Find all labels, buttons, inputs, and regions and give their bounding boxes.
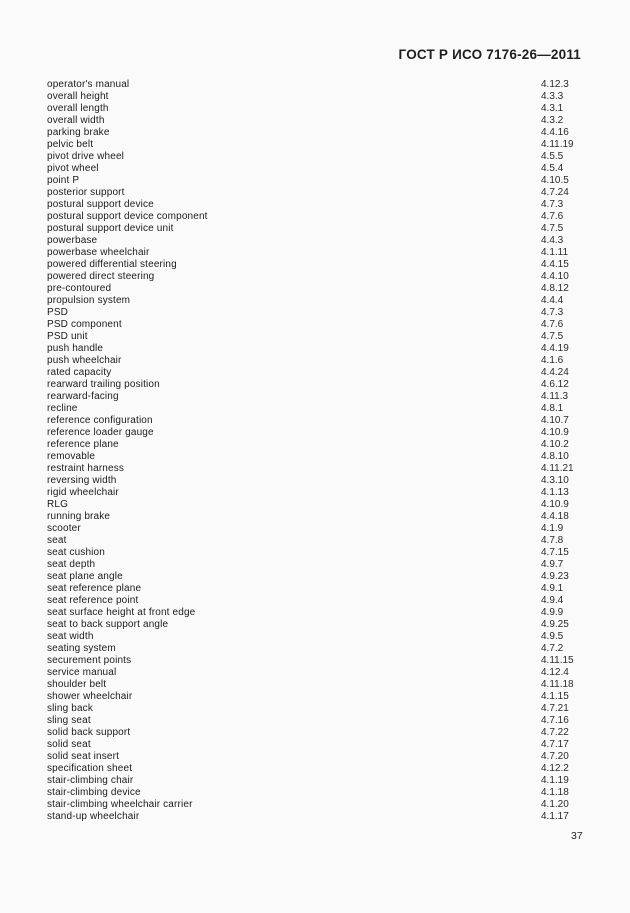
index-clause-ref: 4.5.4 bbox=[541, 163, 564, 174]
index-clause-ref: 4.7.22 bbox=[541, 727, 569, 738]
index-term: powered direct steering bbox=[47, 271, 155, 282]
index-entry bbox=[47, 295, 607, 307]
index-clause-ref: 4.3.3 bbox=[541, 91, 564, 102]
index-entry bbox=[47, 523, 607, 535]
index-term: solid back support bbox=[47, 727, 131, 738]
index-term: seat plane angle bbox=[47, 571, 123, 582]
index-entry bbox=[47, 139, 607, 151]
index-entry bbox=[47, 499, 607, 511]
index-entry bbox=[47, 775, 607, 787]
index-clause-ref: 4.1.11 bbox=[541, 247, 569, 258]
index-entry bbox=[47, 787, 607, 799]
index-entry bbox=[47, 619, 607, 631]
index-term: reversing width bbox=[47, 475, 117, 486]
index-term: PSD component bbox=[47, 319, 122, 330]
index-term: postural support device unit bbox=[47, 223, 174, 234]
index-clause-ref: 4.8.1 bbox=[541, 403, 564, 414]
index-clause-ref: 4.10.9 bbox=[541, 427, 569, 438]
index-entry bbox=[47, 271, 607, 283]
index-entry bbox=[47, 607, 607, 619]
index-entry bbox=[47, 403, 607, 415]
index-clause-ref: 4.8.12 bbox=[541, 283, 569, 294]
index-clause-ref: 4.4.10 bbox=[541, 271, 569, 282]
index-term: reference loader gauge bbox=[47, 427, 154, 438]
index-entry bbox=[47, 451, 607, 463]
index-term: push handle bbox=[47, 343, 104, 354]
index-entry bbox=[47, 643, 607, 655]
index-term: restraint harness bbox=[47, 463, 125, 474]
index-entry bbox=[47, 739, 607, 751]
index-clause-ref: 4.9.4 bbox=[541, 595, 564, 606]
index-clause-ref: 4.3.1 bbox=[541, 103, 564, 114]
index-entry bbox=[47, 751, 607, 763]
page-number: 37 bbox=[571, 830, 583, 842]
index-term: reference plane bbox=[47, 439, 119, 450]
index-entry bbox=[47, 439, 607, 451]
index-clause-ref: 4.9.23 bbox=[541, 571, 569, 582]
index-term: solid seat insert bbox=[47, 751, 120, 762]
index-clause-ref: 4.7.17 bbox=[541, 739, 569, 750]
index-entry bbox=[47, 559, 607, 571]
index-clause-ref: 4.4.18 bbox=[541, 511, 569, 522]
index-entry bbox=[47, 355, 607, 367]
index-clause-ref: 4.6.12 bbox=[541, 379, 569, 390]
index-entry bbox=[47, 463, 607, 475]
index-clause-ref: 4.11.19 bbox=[541, 139, 574, 150]
index-term: service manual bbox=[47, 667, 117, 678]
index-clause-ref: 4.1.20 bbox=[541, 799, 569, 810]
index-clause-ref: 4.10.2 bbox=[541, 439, 569, 450]
index-entry bbox=[47, 715, 607, 727]
index-entry bbox=[47, 535, 607, 547]
index-entry bbox=[47, 475, 607, 487]
index-entry bbox=[47, 727, 607, 739]
index-clause-ref: 4.1.13 bbox=[541, 487, 569, 498]
index-entry bbox=[47, 379, 607, 391]
index-term: shower wheelchair bbox=[47, 691, 133, 702]
index-entry bbox=[47, 511, 607, 523]
index-term: sling seat bbox=[47, 715, 91, 726]
index-term: pre-contoured bbox=[47, 283, 112, 294]
index-entry bbox=[47, 367, 607, 379]
index-entry bbox=[47, 667, 607, 679]
index-clause-ref: 4.7.8 bbox=[541, 535, 564, 546]
index-clause-ref: 4.7.2 bbox=[541, 643, 564, 654]
index-term: specification sheet bbox=[47, 763, 133, 774]
index-entry bbox=[47, 319, 607, 331]
index-entry bbox=[47, 811, 607, 823]
index-term: running brake bbox=[47, 511, 111, 522]
index-clause-ref: 4.12.4 bbox=[541, 667, 569, 678]
index-term: pivot wheel bbox=[47, 163, 99, 174]
index-clause-ref: 4.1.19 bbox=[541, 775, 569, 786]
index-clause-ref: 4.4.19 bbox=[541, 343, 569, 354]
index-term: shoulder belt bbox=[47, 679, 107, 690]
index-entry bbox=[47, 307, 607, 319]
index-entry bbox=[47, 163, 607, 175]
index-entry bbox=[47, 487, 607, 499]
index-entry bbox=[47, 175, 607, 187]
index-clause-ref: 4.3.2 bbox=[541, 115, 564, 126]
standard-code-header: ГОСТ Р ИСО 7176-26—2011 bbox=[398, 47, 581, 62]
index-clause-ref: 4.1.15 bbox=[541, 691, 569, 702]
index-entry bbox=[47, 259, 607, 271]
index-term: seat width bbox=[47, 631, 94, 642]
index-term: stair-climbing wheelchair carrier bbox=[47, 799, 193, 810]
index-term: seat bbox=[47, 535, 67, 546]
index-clause-ref: 4.9.7 bbox=[541, 559, 564, 570]
index-entry bbox=[47, 91, 607, 103]
index-entry bbox=[47, 583, 607, 595]
index-entry bbox=[47, 547, 607, 559]
index-term: powerbase wheelchair bbox=[47, 247, 150, 258]
index-entry bbox=[47, 127, 607, 139]
index-clause-ref: 4.11.15 bbox=[541, 655, 574, 666]
index-term: seat reference point bbox=[47, 595, 139, 606]
index-entry bbox=[47, 247, 607, 259]
index-term: seat to back support angle bbox=[47, 619, 169, 630]
index-term: PSD bbox=[47, 307, 69, 318]
alphabetical-term-index bbox=[47, 79, 607, 823]
index-clause-ref: 4.10.7 bbox=[541, 415, 569, 426]
index-entry bbox=[47, 343, 607, 355]
index-term: stair-climbing chair bbox=[47, 775, 134, 786]
index-term: stair-climbing device bbox=[47, 787, 141, 798]
index-clause-ref: 4.7.24 bbox=[541, 187, 569, 198]
index-clause-ref: 4.7.5 bbox=[541, 331, 564, 342]
index-clause-ref: 4.10.5 bbox=[541, 175, 569, 186]
index-term: rearward-facing bbox=[47, 391, 119, 402]
index-term: postural support device component bbox=[47, 211, 208, 222]
index-term: RLG bbox=[47, 499, 69, 510]
index-term: overall width bbox=[47, 115, 105, 126]
index-entry bbox=[47, 703, 607, 715]
index-clause-ref: 4.7.6 bbox=[541, 319, 564, 330]
index-entry bbox=[47, 655, 607, 667]
index-clause-ref: 4.4.3 bbox=[541, 235, 564, 246]
index-term: recline bbox=[47, 403, 78, 414]
index-clause-ref: 4.12.3 bbox=[541, 79, 569, 90]
index-entry bbox=[47, 331, 607, 343]
index-term: pivot drive wheel bbox=[47, 151, 125, 162]
index-term: posterior support bbox=[47, 187, 125, 198]
index-term: point P bbox=[47, 175, 80, 186]
index-clause-ref: 4.8.10 bbox=[541, 451, 569, 462]
index-clause-ref: 4.3.10 bbox=[541, 475, 569, 486]
index-clause-ref: 4.1.6 bbox=[541, 355, 564, 366]
index-entry bbox=[47, 187, 607, 199]
index-term: seating system bbox=[47, 643, 116, 654]
index-clause-ref: 4.4.24 bbox=[541, 367, 569, 378]
index-term: seat depth bbox=[47, 559, 96, 570]
index-clause-ref: 4.7.5 bbox=[541, 223, 564, 234]
index-clause-ref: 4.7.15 bbox=[541, 547, 569, 558]
index-term: securement points bbox=[47, 655, 132, 666]
index-entry bbox=[47, 151, 607, 163]
index-term: reference configuration bbox=[47, 415, 153, 426]
index-clause-ref: 4.7.3 bbox=[541, 199, 564, 210]
index-term: seat cushion bbox=[47, 547, 105, 558]
index-entry bbox=[47, 679, 607, 691]
index-term: rated capacity bbox=[47, 367, 112, 378]
index-clause-ref: 4.11.21 bbox=[541, 463, 574, 474]
index-entry bbox=[47, 283, 607, 295]
index-term: rearward trailing position bbox=[47, 379, 160, 390]
index-clause-ref: 4.4.4 bbox=[541, 295, 564, 306]
index-term: powered differential steering bbox=[47, 259, 177, 270]
index-term: overall length bbox=[47, 103, 109, 114]
index-term: rigid wheelchair bbox=[47, 487, 119, 498]
index-entry bbox=[47, 691, 607, 703]
index-clause-ref: 4.5.5 bbox=[541, 151, 564, 162]
index-term: PSD unit bbox=[47, 331, 88, 342]
index-clause-ref: 4.7.3 bbox=[541, 307, 564, 318]
index-entry bbox=[47, 79, 607, 91]
index-clause-ref: 4.4.15 bbox=[541, 259, 569, 270]
index-clause-ref: 4.7.16 bbox=[541, 715, 569, 726]
index-clause-ref: 4.12.2 bbox=[541, 763, 569, 774]
index-clause-ref: 4.1.17 bbox=[541, 811, 569, 822]
index-term: seat surface height at front edge bbox=[47, 607, 196, 618]
index-entry bbox=[47, 799, 607, 811]
index-clause-ref: 4.1.9 bbox=[541, 523, 564, 534]
index-clause-ref: 4.11.18 bbox=[541, 679, 574, 690]
index-clause-ref: 4.7.21 bbox=[541, 703, 569, 714]
index-entry bbox=[47, 391, 607, 403]
index-term: push wheelchair bbox=[47, 355, 122, 366]
index-clause-ref: 4.9.25 bbox=[541, 619, 569, 630]
index-entry bbox=[47, 223, 607, 235]
index-term: powerbase bbox=[47, 235, 98, 246]
index-entry bbox=[47, 415, 607, 427]
index-term: scooter bbox=[47, 523, 81, 534]
index-clause-ref: 4.9.9 bbox=[541, 607, 564, 618]
index-entry bbox=[47, 235, 607, 247]
index-entry bbox=[47, 631, 607, 643]
index-term: postural support device bbox=[47, 199, 154, 210]
index-clause-ref: 4.9.1 bbox=[541, 583, 564, 594]
index-clause-ref: 4.9.5 bbox=[541, 631, 564, 642]
index-term: stand-up wheelchair bbox=[47, 811, 140, 822]
index-entry bbox=[47, 211, 607, 223]
index-term: overall height bbox=[47, 91, 109, 102]
index-clause-ref: 4.1.18 bbox=[541, 787, 569, 798]
index-entry bbox=[47, 763, 607, 775]
index-term: pelvic belt bbox=[47, 139, 94, 150]
index-term: seat reference plane bbox=[47, 583, 142, 594]
index-clause-ref: 4.11.3 bbox=[541, 391, 569, 402]
index-term: sling back bbox=[47, 703, 93, 714]
index-entry bbox=[47, 427, 607, 439]
index-term: solid seat bbox=[47, 739, 91, 750]
index-clause-ref: 4.7.20 bbox=[541, 751, 569, 762]
index-clause-ref: 4.7.6 bbox=[541, 211, 564, 222]
index-clause-ref: 4.10.9 bbox=[541, 499, 569, 510]
index-term: operator's manual bbox=[47, 79, 130, 90]
index-entry bbox=[47, 199, 607, 211]
index-clause-ref: 4.4.16 bbox=[541, 127, 569, 138]
index-entry bbox=[47, 571, 607, 583]
index-entry bbox=[47, 115, 607, 127]
index-term: parking brake bbox=[47, 127, 110, 138]
index-term: removable bbox=[47, 451, 96, 462]
index-term: propulsion system bbox=[47, 295, 131, 306]
index-entry bbox=[47, 595, 607, 607]
index-entry bbox=[47, 103, 607, 115]
